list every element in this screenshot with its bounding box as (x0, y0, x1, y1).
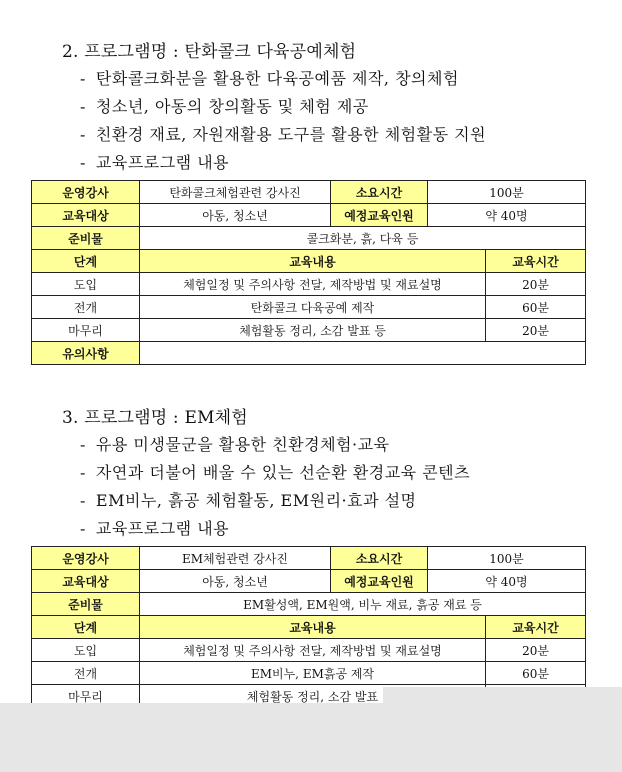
stage-cell: 전개 (32, 662, 140, 685)
section2-bullet: - 탄화콜크화분을 활용한 다육공예품 제작, 창의체험 (80, 69, 459, 88)
table-row (32, 296, 586, 319)
capacity-label: 예정교육인원 (331, 204, 428, 227)
section3-heading: 3. 프로그램명 : EM체험 (62, 408, 248, 428)
duration-label: 소요시간 (331, 547, 428, 570)
target-value: 아동, 청소년 (140, 570, 331, 593)
section3-bullet: - 자연과 더불어 배울 수 있는 선순환 환경교육 콘텐츠 (80, 463, 471, 482)
time-column-header: 교육시간 (486, 250, 586, 273)
stage-cell: 마무리 (32, 685, 140, 708)
section2-bullet: - 친환경 재료, 자원재활용 도구를 활용한 체험활동 지원 (80, 125, 487, 144)
duration-value: 100분 (428, 181, 586, 204)
materials-value: EM활성액, EM원액, 비누 재료, 흙공 재료 등 (140, 593, 586, 616)
instructor-value: EM체험관련 강사진 (140, 547, 331, 570)
instructor-value: 탄화콜크체험관련 강사진 (140, 181, 331, 204)
section3-bullet: - 교육프로그램 내용 (80, 519, 230, 538)
section2-bullet: - 청소년, 아동의 창의활동 및 체험 제공 (80, 97, 369, 116)
stage-column-header: 단계 (32, 616, 140, 639)
content-cell: 탄화콜크 다육공예 제작 (140, 296, 486, 319)
materials-label: 준비물 (32, 593, 140, 616)
stage-cell: 도입 (32, 273, 140, 296)
materials-value: 콜크화분, 흙, 다육 등 (140, 227, 586, 250)
time-cell: 60분 (486, 296, 586, 319)
time-cell: 20분 (486, 273, 586, 296)
capacity-value: 약 40명 (428, 204, 586, 227)
content-cell: 체험활동 정리, 소감 발표 등 (140, 319, 486, 342)
duration-value: 100분 (428, 547, 586, 570)
viewer-background (0, 703, 622, 772)
time-column-header: 교육시간 (486, 616, 586, 639)
section2-heading: 2. 프로그램명 : 탄화콜크 다육공예체험 (62, 42, 357, 62)
table-row (32, 273, 586, 296)
table-row (32, 319, 586, 342)
section3-bullet: - 유용 미생물군을 활용한 친환경체험·교육 (80, 435, 390, 454)
content-column-header: 교육내용 (140, 250, 486, 273)
time-cell: 20분 (486, 319, 586, 342)
notes-value (140, 342, 586, 365)
capacity-value: 약 40명 (428, 570, 586, 593)
stage-cell: 도입 (32, 639, 140, 662)
time-cell: 20분 (486, 639, 586, 662)
time-cell: 60분 (486, 662, 586, 685)
section2-program-table (31, 180, 586, 365)
duration-label: 소요시간 (331, 181, 428, 204)
instructor-label: 운영강사 (32, 181, 140, 204)
capacity-label: 예정교육인원 (331, 570, 428, 593)
section2-bullet: - 교육프로그램 내용 (80, 153, 230, 172)
stage-cell: 전개 (32, 296, 140, 319)
target-label: 교육대상 (32, 204, 140, 227)
instructor-label: 운영강사 (32, 547, 140, 570)
target-value: 아동, 청소년 (140, 204, 331, 227)
table-row (32, 639, 586, 662)
content-cell: 체험일정 및 주의사항 전달, 제작방법 및 재료설명 (140, 273, 486, 296)
stage-column-header: 단계 (32, 250, 140, 273)
notes-label: 유의사항 (32, 342, 140, 365)
content-column-header: 교육내용 (140, 616, 486, 639)
target-label: 교육대상 (32, 570, 140, 593)
content-cell: 체험일정 및 주의사항 전달, 제작방법 및 재료설명 (140, 639, 486, 662)
materials-label: 준비물 (32, 227, 140, 250)
section3-program-table (31, 546, 586, 708)
content-cell: EM비누, EM흙공 제작 (140, 662, 486, 685)
content-cell: 체험활동 정리, 소감 발표 (140, 685, 486, 708)
stage-cell: 마무리 (32, 319, 140, 342)
table-row (32, 662, 586, 685)
section3-bullet: - EM비누, 흙공 체험활동, EM원리·효과 설명 (80, 491, 417, 510)
